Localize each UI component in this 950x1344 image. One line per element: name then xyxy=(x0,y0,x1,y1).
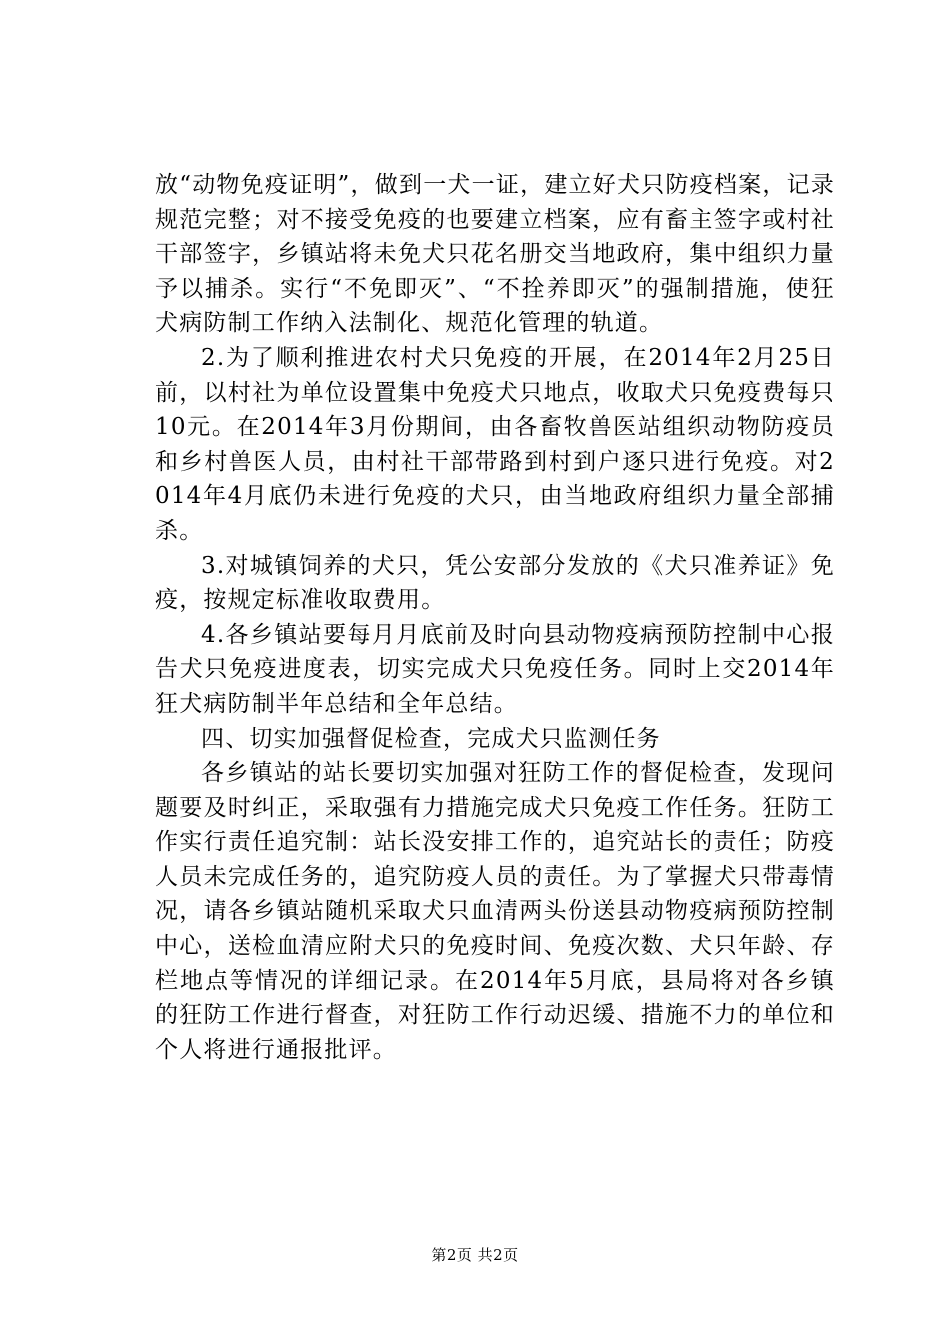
paragraph-continued: 放“动物免疫证明”，做到一犬一证，建立好犬只防疫档案，记录规范完整；对不接受免疫的也要建立档案，应有畜主签字或村社干部签字，乡镇站将未免犬只花名册交当地政府，集中组织力量予以捕杀。实行“不免即灭”、“不拴养即灭”的强制措施，使狂犬病防制工作纳入法制化、规范化管理的轨道。 xyxy=(155,172,835,337)
paragraph-item-2: 2.为了顺利推进农村犬只免疫的开展，在2014年2月25日前，以村社为单位设置集中免疫犬只地点，收取犬只免疫费每只10元。在2014年3月份期间，由各畜牧兽医站组织动物防疫员和乡村兽医人员，由村社干部带路到村到户逐只进行免疫。对2014年4月底仍未进行免疫的犬只，由当地政府组织力量全部捕杀。 xyxy=(155,344,835,544)
page-number-footer: 第2页 共2页 xyxy=(431,1246,519,1264)
paragraph-item-3: 3.对城镇饲养的犬只，凭公安部分发放的《犬只准养证》免疫，按规定标准收取费用。 xyxy=(155,552,835,614)
section-heading-4: 四、切实加强督促检查，完成犬只监测任务 xyxy=(201,725,661,752)
paragraph-item-4: 4.各乡镇站要每月月底前及时向县动物疫病预防控制中心报告犬只免疫进度表，切实完成犬只免疫任务。同时上交2014年狂犬病防制半年总结和全年总结。 xyxy=(155,621,835,717)
document-body xyxy=(155,168,835,1067)
paragraph-section-4-body: 各乡镇站的站长要切实加强对狂防工作的督促检查，发现问题要及时纠正，采取强有力措施完成犬只免疫工作任务。狂防工作实行责任追究制：站长没安排工作的，追究站长的责任；防疫人员未完成任务的，追究防疫人员的责任。为了掌握犬只带毒情况，请各乡镇站随机采取犬只血清两头份送县动物疫病预防控制中心，送检血清应附犬只的免疫时间、免疫次数、犬只年龄、存栏地点等情况的详细记录。在2014年5月底，县局将对各乡镇的狂防工作进行督查，对狂防工作行动迟缓、措施不力的单位和个人将进行通报批评。 xyxy=(155,760,835,1063)
